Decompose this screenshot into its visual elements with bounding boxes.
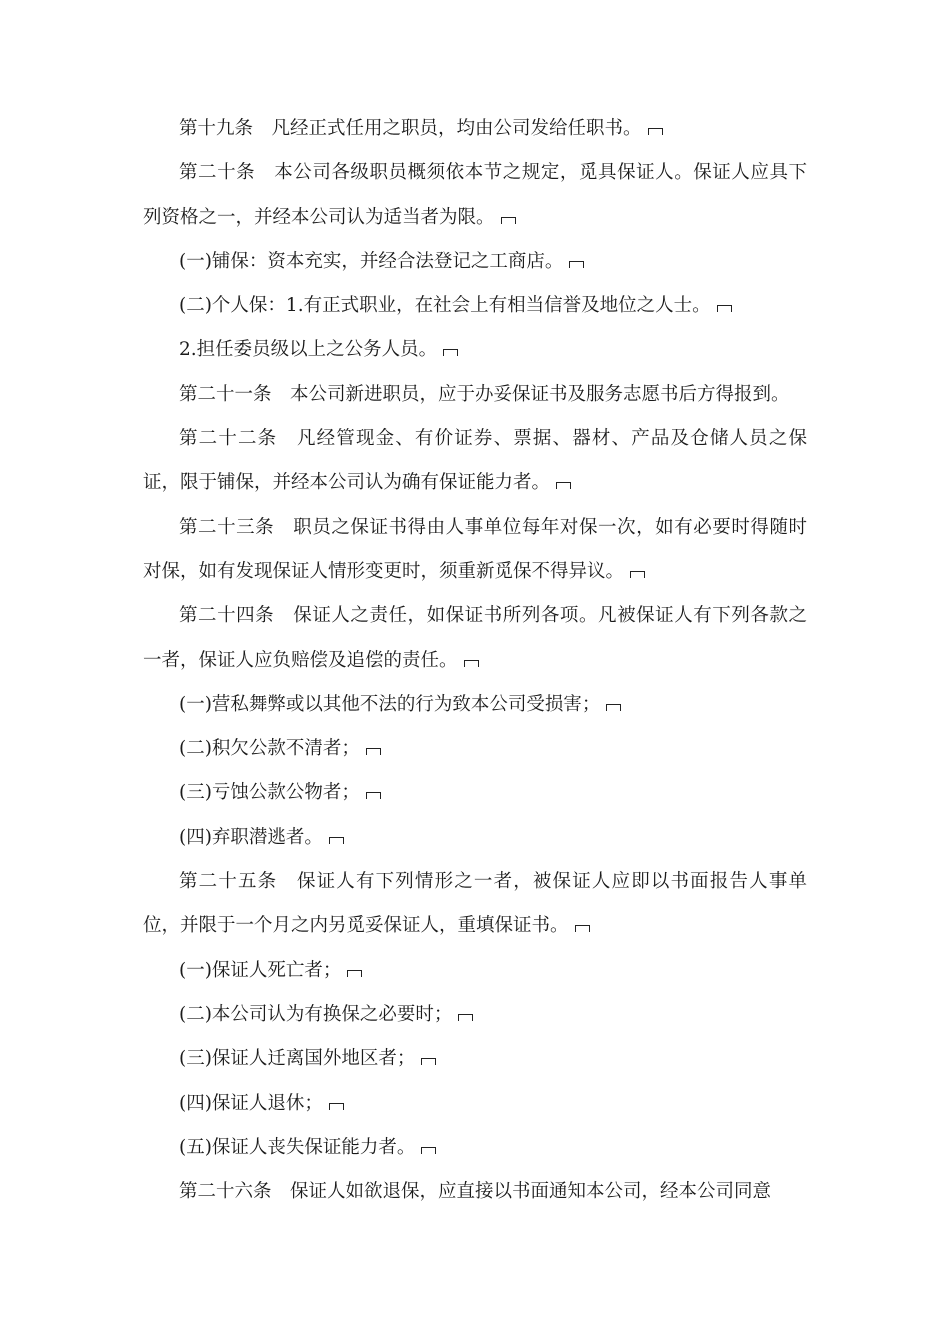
paragraph-item-25-4 <box>143 1082 807 1126</box>
paragraph-mark-icon <box>458 1014 473 1021</box>
paragraph-text: (三)亏蚀公款公物者； <box>179 782 360 804</box>
paragraph-mark-icon <box>648 128 663 135</box>
paragraph-mark-icon <box>329 837 344 844</box>
paragraph-mark-icon <box>606 704 621 711</box>
paragraph-item-2-sub <box>143 328 807 372</box>
paragraph-text: 2.担任委员级以上之公务人员。 <box>179 339 438 361</box>
paragraph-item-1 <box>143 240 807 284</box>
paragraph-mark-icon <box>329 1103 344 1110</box>
paragraph-mark-icon <box>556 482 571 489</box>
paragraph-text: (三)保证人迁离国外地区者； <box>179 1048 416 1070</box>
paragraph-article-21 <box>143 373 807 417</box>
paragraph-mark-icon <box>717 305 732 312</box>
paragraph-item-25-1 <box>143 949 807 993</box>
paragraph-text: 第二十六条 保证人如欲退保，应直接以书面通知本公司，经本公司同意 <box>179 1181 772 1203</box>
paragraph-text: (五)保证人丧失保证能力者。 <box>179 1136 416 1158</box>
paragraph-text: (二)积欠公款不清者； <box>179 738 360 760</box>
paragraph-mark-icon <box>366 792 381 799</box>
paragraph-article-20 <box>143 151 807 240</box>
paragraph-text: (一)营私舞弊或以其他不法的行为致本公司受损害； <box>179 693 601 715</box>
paragraph-item-25-5 <box>143 1126 807 1170</box>
paragraph-item-24-2 <box>143 727 807 771</box>
paragraph-text: (二)个人保：1.有正式职业，在社会上有相当信誉及地位之人士。 <box>179 295 711 317</box>
paragraph-mark-icon <box>421 1147 436 1154</box>
paragraph-text: (四)弃职潜逃者。 <box>179 826 323 848</box>
paragraph-article-23 <box>143 506 807 595</box>
paragraph-text: (二)本公司认为有换保之必要时； <box>179 1003 453 1025</box>
paragraph-item-24-3 <box>143 771 807 815</box>
paragraph-mark-icon <box>630 571 645 578</box>
paragraph-text: 第二十三条 职员之保证书得由人事单位每年对保一次，如有必要时得随时对保，如有发现保证人情形变更时，须重新觅保不得异议。 <box>143 516 807 582</box>
paragraph-text: 第二十四条 保证人之责任，如保证书所列各项。凡被保证人有下列各款之一者，保证人应负赔偿及追偿的责任。 <box>143 605 807 671</box>
paragraph-article-19 <box>143 107 807 151</box>
paragraph-text: 第二十五条 保证人有下列情形之一者，被保证人应即以书面报告人事单位，并限于一个月之内另觅妥保证人，重填保证书。 <box>143 871 807 937</box>
paragraph-mark-icon <box>443 349 458 356</box>
paragraph-item-25-2 <box>143 993 807 1037</box>
paragraph-article-24 <box>143 594 807 683</box>
paragraph-mark-icon <box>501 217 516 224</box>
document-body <box>143 107 807 1214</box>
paragraph-article-25 <box>143 860 807 949</box>
paragraph-text: 第十九条 凡经正式任用之职员，均由公司发给任职书。 <box>179 118 642 139</box>
paragraph-mark-icon <box>464 660 479 667</box>
paragraph-mark-icon <box>347 970 362 977</box>
paragraph-mark-icon <box>575 925 590 932</box>
paragraph-item-24-4 <box>143 816 807 860</box>
paragraph-mark-icon <box>569 261 584 268</box>
paragraph-item-24-1 <box>143 683 807 727</box>
paragraph-text: (一)铺保：资本充实，并经合法登记之工商店。 <box>179 250 564 272</box>
paragraph-item-2 <box>143 284 807 328</box>
paragraph-mark-icon <box>421 1058 436 1065</box>
paragraph-text: 第二十二条 凡经管现金、有价证券、票据、器材、产品及仓储人员之保证，限于铺保，并经本公司认为确有保证能力者。 <box>143 428 807 494</box>
paragraph-text: (一)保证人死亡者； <box>179 959 342 981</box>
paragraph-text: 第二十条 本公司各级职员概须依本节之规定，觅具保证人。保证人应具下列资格之一，并经本公司认为适当者为限。 <box>143 162 807 228</box>
paragraph-article-26 <box>143 1170 807 1214</box>
paragraph-mark-icon <box>366 748 381 755</box>
paragraph-article-22 <box>143 417 807 506</box>
paragraph-item-25-3 <box>143 1037 807 1081</box>
paragraph-text: (四)保证人退休； <box>179 1092 323 1114</box>
paragraph-text: 第二十一条 本公司新进职员，应于办妥保证书及服务志愿书后方得报到。 <box>179 383 790 405</box>
